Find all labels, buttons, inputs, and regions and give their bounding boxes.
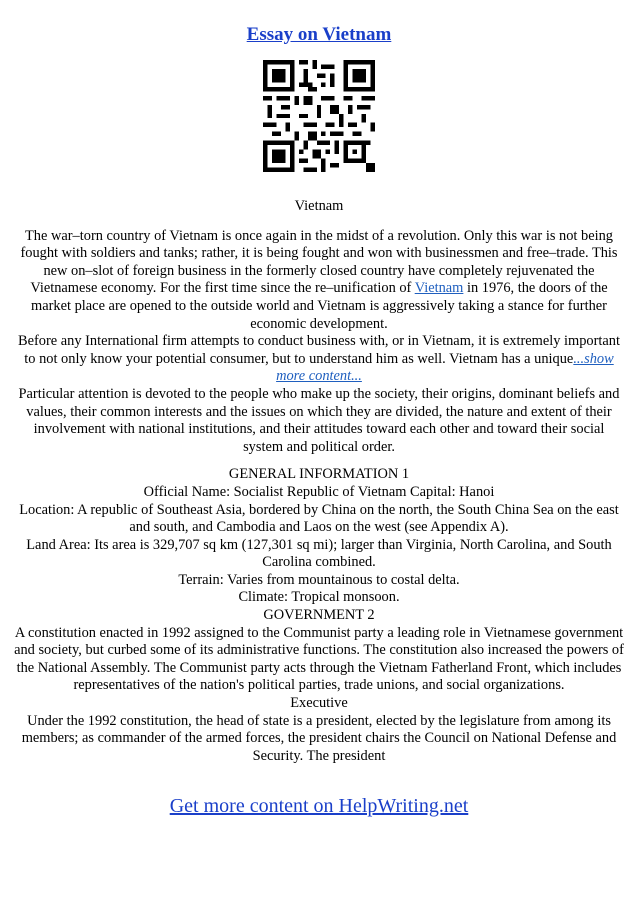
government-heading: GOVERNMENT 2	[263, 607, 375, 624]
climate: Climate: Tropical monsoon.	[238, 589, 400, 606]
show-more-link[interactable]: ...show more content...	[276, 350, 614, 385]
terrain: Terrain: Varies from mountainous to costal delta.	[178, 571, 460, 588]
paragraph-business	[12, 333, 626, 386]
official-name: Official Name: Socialist Republic of Vietnam Capital: Hanoi	[143, 483, 495, 500]
executive-heading: Executive	[290, 695, 348, 712]
paragraph-intro-text-a: The war–torn country of Vietnam is once again in the midst of a revolution. Only this war is not being fought with soldiers and tanks; rather, it is being fought and won with businessmen and free–trade. This new on–slot of foreign business in the formerly closed country have completely rejuvenated the Vietnamese economy. For the first time since the re–unification of	[20, 227, 618, 297]
qr-code	[263, 60, 375, 172]
paragraph-business-text: Before any International firm attempts to conduct business with, or in Vietnam, it is extremely important to not only know your potential consumer, but to understand him as well. Vietnam has a unique	[18, 333, 620, 367]
vietnam-link[interactable]: Vietnam	[414, 280, 464, 297]
executive-text: Under the 1992 constitution, the head of state is a president, elected by the legislature from among its members; as commander of the armed forces, the president chairs the Council on National Defense and Security. The president	[21, 712, 617, 764]
paragraph-intro-text-b: in 1976, the doors of the market place are opened to the outside world and Vietnam is aggressively taking a stance for further economic development.	[31, 280, 608, 332]
land-area: Land Area: Its area is 329,707 sq km (127,301 sq mi); larger than Virginia, North Carolina, and South Carolina combined.	[26, 536, 612, 571]
essay-body	[12, 198, 626, 765]
get-more-content-link[interactable]: Get more content on HelpWriting.net	[169, 795, 469, 817]
general-information-heading: GENERAL INFORMATION 1	[228, 466, 410, 483]
government-text: A constitution enacted in 1992 assigned to the Communist party a leading role in Vietnamese government and society, but curbed some of its administrative functions. The constitution also increased the powers of the National Assembly. The Communist party acts through the Vietnam Fatherland Front, which includes representatives of the nation's political parties, trade unions, and social organizations.	[14, 624, 624, 694]
location: Location: A republic of Southeast Asia, bordered by China on the north, the South China Sea on the east and south, and Cambodia and Laos on the west (see Appendix A).	[19, 501, 619, 536]
document-title[interactable]: Essay on Vietnam	[246, 24, 392, 45]
essay-subtitle: Vietnam	[294, 198, 344, 214]
paragraph-society: Particular attention is devoted to the people who make up the society, their origins, dominant beliefs and values, their common interests and the issues on which they are divided, the nature and extent of their involvement with national institutions, and their attitudes toward each other and toward their social system and political order.	[18, 385, 620, 455]
paragraph-intro	[12, 228, 626, 334]
